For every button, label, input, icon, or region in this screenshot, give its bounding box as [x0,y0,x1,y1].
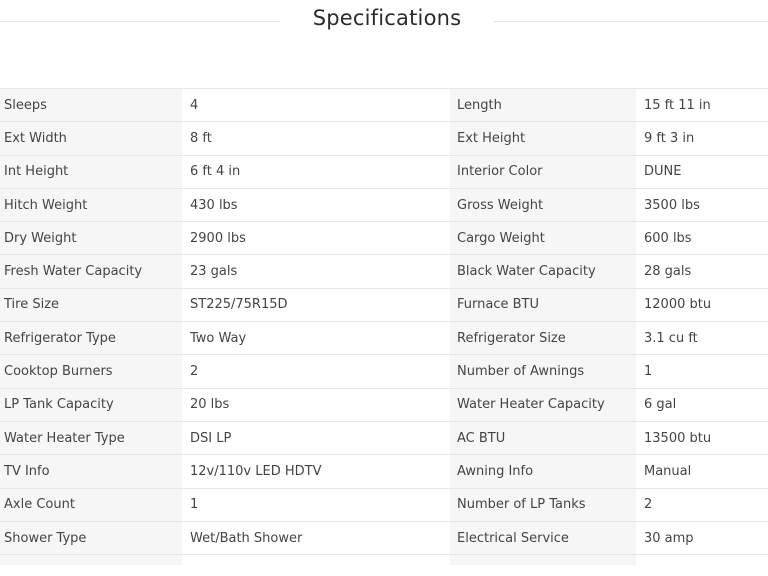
spec-value: 430 lbs [182,189,450,221]
spec-value: 1 [636,355,768,387]
spec-label [0,555,182,565]
spec-value: 4 [182,89,450,121]
table-row [0,422,768,455]
spec-value: DUNE [636,156,768,188]
spec-label: Axle Count [0,489,182,521]
spec-label: Hitch Weight [0,189,182,221]
spec-label: LP Tank Capacity [0,389,182,421]
spec-value [182,555,450,565]
spec-label: Cooktop Burners [0,355,182,387]
spec-value: 8 ft [182,122,450,154]
spec-label: Cargo Weight [450,222,636,254]
table-row [0,222,768,255]
spec-value: 3500 lbs [636,189,768,221]
table-row-partial [0,555,768,565]
spec-value: DSI LP [182,422,450,454]
spec-label: Number of LP Tanks [450,489,636,521]
spec-value: 3.1 cu ft [636,322,768,354]
spec-value: 28 gals [636,255,768,287]
spec-value: 600 lbs [636,222,768,254]
spec-label: Int Height [0,156,182,188]
section-title: Specifications [312,6,462,30]
spec-label: Fresh Water Capacity [0,255,182,287]
spec-value: 2900 lbs [182,222,450,254]
spec-label: TV Info [0,455,182,487]
table-row [0,156,768,189]
spec-label: Dry Weight [0,222,182,254]
table-row [0,89,768,122]
table-row [0,489,768,522]
spec-label: Refrigerator Size [450,322,636,354]
table-row [0,255,768,288]
spec-label: Black Water Capacity [450,255,636,287]
table-row [0,122,768,155]
spec-label: AC BTU [450,422,636,454]
spec-value [636,555,768,565]
spec-value: 9 ft 3 in [636,122,768,154]
table-row [0,189,768,222]
spec-value: Two Way [182,322,450,354]
spec-value: 12000 btu [636,289,768,321]
table-row [0,322,768,355]
spec-value: 15 ft 11 in [636,89,768,121]
header-divider-right [494,21,768,22]
spec-label: Shower Type [0,522,182,554]
table-row [0,355,768,388]
spec-value: Wet/Bath Shower [182,522,450,554]
spec-label: Number of Awnings [450,355,636,387]
spec-value: 30 amp [636,522,768,554]
spec-value: Manual [636,455,768,487]
spec-value: 6 gal [636,389,768,421]
spec-label: Interior Color [450,156,636,188]
spec-value: ST225/75R15D [182,289,450,321]
spec-value: 2 [636,489,768,521]
spec-value: 12v/110v LED HDTV [182,455,450,487]
spec-label: Water Heater Capacity [450,389,636,421]
spec-label: Furnace BTU [450,289,636,321]
spec-label: Ext Height [450,122,636,154]
table-row [0,289,768,322]
spec-value: 2 [182,355,450,387]
spec-value: 1 [182,489,450,521]
spec-value: 23 gals [182,255,450,287]
specifications-table [0,88,768,565]
spec-label: Water Heater Type [0,422,182,454]
table-row [0,522,768,555]
spec-value: 13500 btu [636,422,768,454]
spec-label: Gross Weight [450,189,636,221]
table-row [0,389,768,422]
spec-value: 6 ft 4 in [182,156,450,188]
spec-label: Length [450,89,636,121]
spec-label: Tire Size [0,289,182,321]
spec-value: 20 lbs [182,389,450,421]
spec-label: Electrical Service [450,522,636,554]
spec-label [450,555,636,565]
specifications-header [0,0,768,44]
header-divider-left [0,21,280,22]
spec-label: Sleeps [0,89,182,121]
spec-label: Ext Width [0,122,182,154]
spec-label: Refrigerator Type [0,322,182,354]
spec-label: Awning Info [450,455,636,487]
table-row [0,455,768,488]
